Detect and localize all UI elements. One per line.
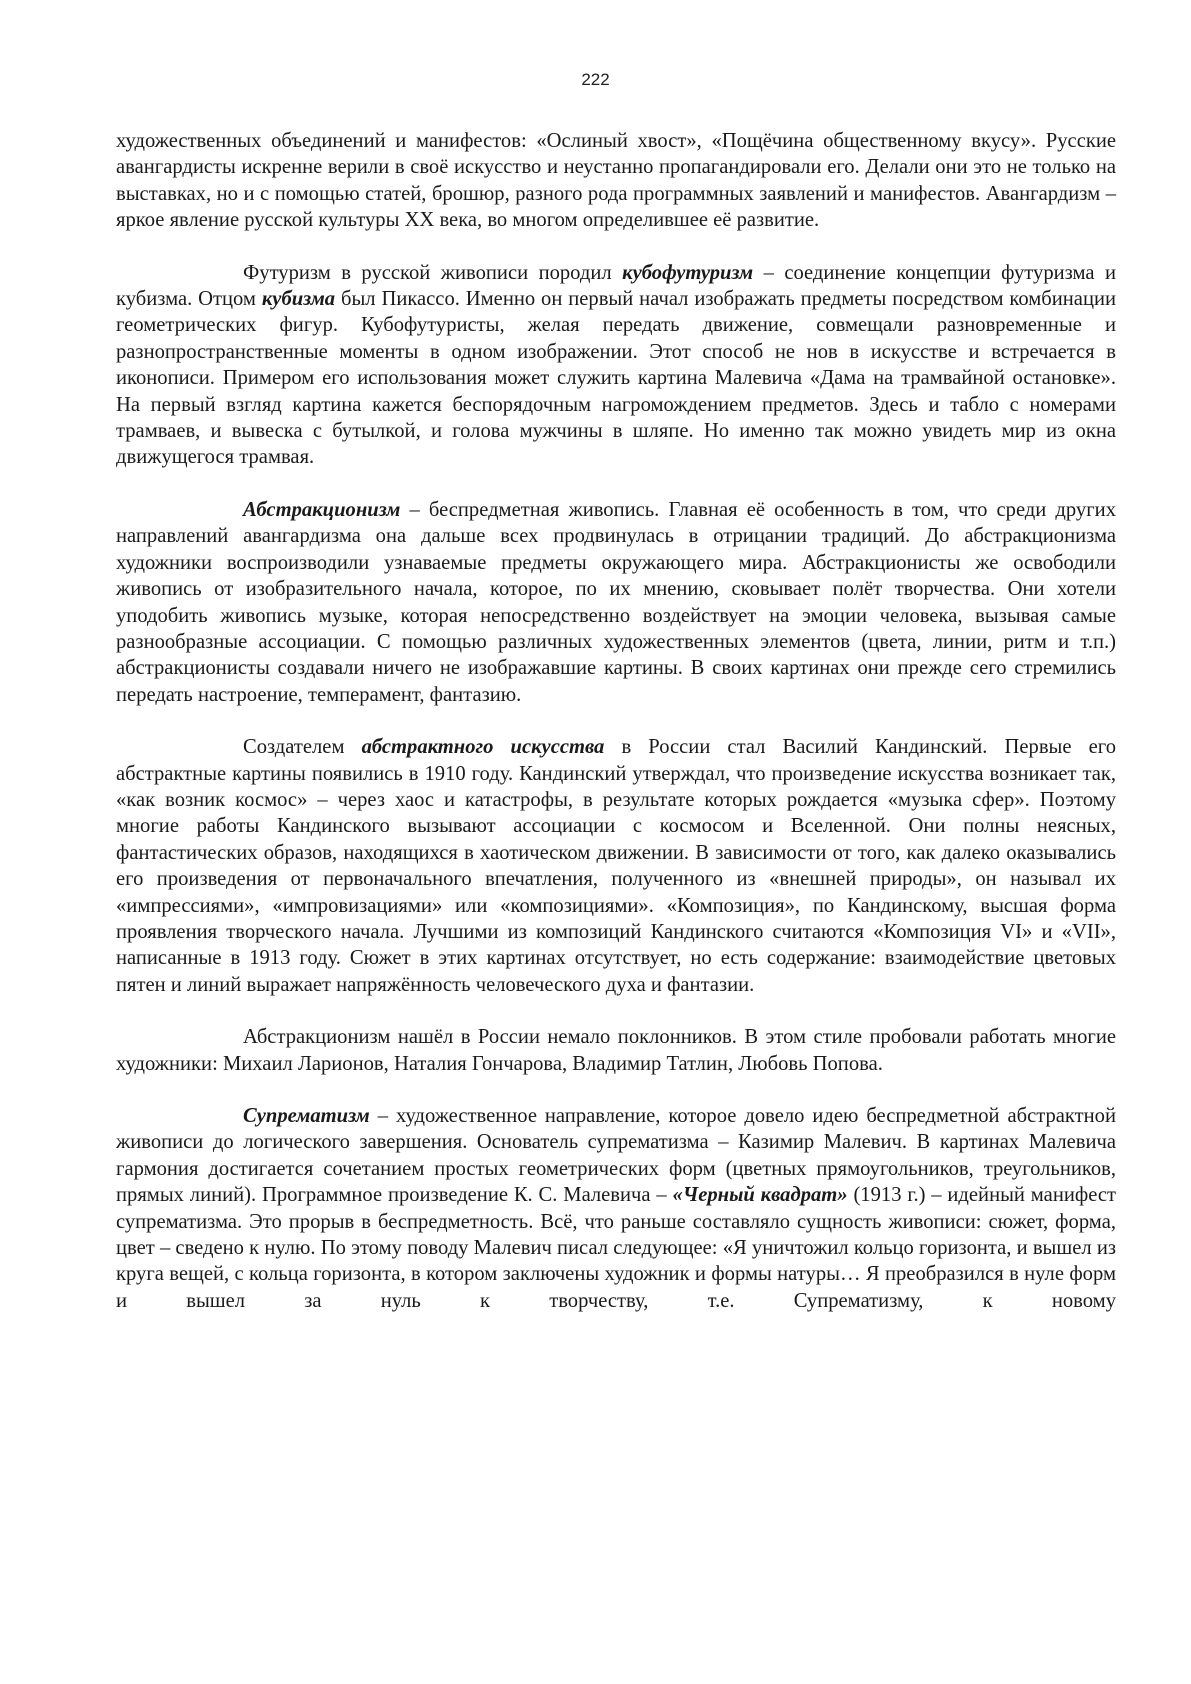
paragraph-kandinsky — [116, 734, 1116, 998]
paragraph-followers — [116, 1024, 1116, 1077]
text-run: – соединение концепции футуризма и кубизма. Отцом — [116, 261, 1116, 311]
text-run: Футуризм в русской живописи породил — [243, 261, 623, 284]
text-run: художественных объединений и манифестов: «Ослиный хвост», «Пощёчина общественному вкусу». Русские авангардисты искренне верили в своё искусство и неустанно пропагандировали его. Делали они это не только на выставках, но и с помощью статей, брошюр, разного рода программных заявлений и манифестов. Авангардизм – яркое явление русской культуры XX века, во многом определившее её развитие. — [116, 130, 1116, 232]
term-cubism: кубизма — [261, 288, 336, 311]
page-body — [116, 128, 1116, 1314]
term-abstractionism: Абстракционизм — [243, 498, 401, 521]
page-number: 222 — [581, 70, 610, 89]
paragraph-cubofuturism — [116, 260, 1116, 471]
paragraph-abstractionism — [116, 497, 1116, 708]
term-abstract-art: абстрактного искусства — [361, 736, 605, 759]
paragraph-suprematism — [116, 1103, 1116, 1314]
text-run: – беспредметная живопись. Главная её особенность в том, что среди других направлений авангардизма она дальше всех продвинулась в отрицании традиций. До абстракционизма художники воспроизводили узнаваемые предметы окружающего мира. Абстракционисты же освободили живопись от изобразительного начала, которое, по их мнению, сковывает полёт творчества. Они хотели уподобить живопись музыке, которая непосредственно воздействует на эмоции человека, вызывая самые разнообразные ассоциации. С помощью различных художественных элементов (цвета, линии, ритм и т.п.) абстракционисты создавали ничего не изображавшие картины. В своих картинах они прежде сего стремились передать настроение, темперамент, фантазию. — [116, 498, 1116, 706]
text-run: Абстракционизм нашёл в России немало поклонников. В этом стиле пробовали работать многие художники: Михаил Ларионов, Наталия Гончарова, Владимир Татлин, Любовь Попова. — [116, 1026, 1116, 1075]
text-run: Создателем — [243, 736, 362, 759]
term-suprematism: Супрематизм — [243, 1105, 370, 1127]
text-run: в России стал Василий Кандинский. Первые его абстрактные картины появились в 1910 году. Кандинский утверждал, что произведение искусства возникает так, «как возник космос» – через хаос и катастрофы, в результате которых рождается «музыка сфер». Поэтому многие работы Кандинского вызывают ассоциации с космосом и Вселенной. Они полны неясных, фантастических образов, находящихся в хаотическом движении. В зависимости от того, как далеко оказывались его произведения от первоначального впечатления, полученного из «внешней природы», он называл их «импрессиями», «импровизациями» или «композициями». «Композиция», по Кандинскому, высшая форма проявления творческого начала. Лучшими из композиций Кандинского считаются «Композиция VI» и «VII», написанные в 1913 году. Сюжет в этих картинах отсутствует, но есть содержание: взаимодействие цветовых пятен и линий выражает напряжённость человеческого духа и фантазии. — [116, 736, 1116, 996]
term-cubofuturism: кубофутуризм — [622, 261, 754, 284]
text-run: – художественное направление, которое довело идею беспредметной абстрактной живописи до логического завершения. Основатель супрематизма – Казимир Малевич. В картинах Малевича гармония достигается сочетанием простых геометрических форм (цветных прямоугольников, треугольников, прямых линий). Программное произведение К. С. Малевича – — [116, 1105, 1116, 1207]
term-black-square: «Черный квадрат» — [672, 1184, 848, 1207]
text-run: был Пикассо. Именно он первый начал изображать предметы посредством комбинации геометрических фигур. Кубофутуристы, желая передать движение, совмещали разновременные и разнопространственные моменты в одном изображении. Этот способ не нов в искусстве и встречается в иконописи. Примером его использования может служить картина Малевича «Дама на трамвайной остановке». На первый взгляд картина кажется беспорядочным нагромождением предметов. Здесь и табло с номерами трамваев, и вывеска с бутылкой, и голова мужчины в шляпе. Но именно так можно увидеть мир из окна движущегося трамвая. — [116, 288, 1117, 469]
paragraph-avant-garde — [116, 128, 1116, 234]
text-run: (1913 г.) – идейный манифест супрематизма. Это прорыв в беспредметность. Всё, что раньше составляло сущность живописи: сюжет, форма, цвет – сведено к нулю. По этому поводу Малевич писал следующее: «Я уничтожил кольцо горизонта, и вышел из круга вещей, с кольца горизонта, в котором заключены художник и формы натуры… Я преобразился в нуле форм и вышел за нуль к творчеству, т.е. Супрематизму, к новому — [116, 1184, 1116, 1312]
